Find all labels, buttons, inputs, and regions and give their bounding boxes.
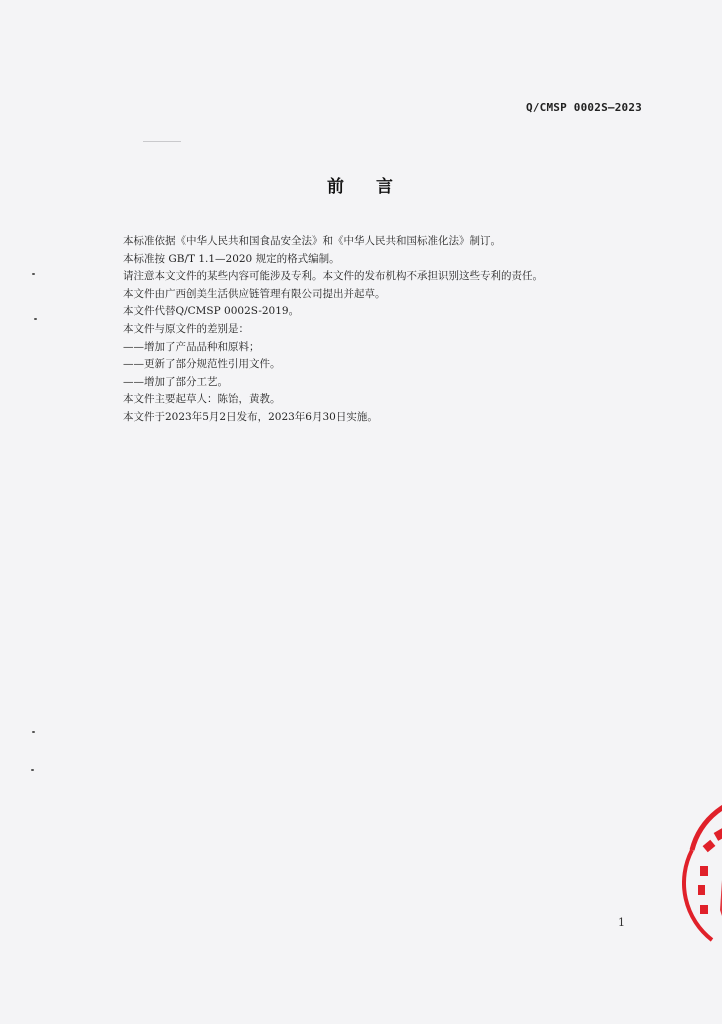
scan-speck (32, 731, 35, 733)
foreword-line: 请注意本文文件的某些内容可能涉及专利。本文件的发布机构不承担识别这些专利的责任。 (123, 270, 543, 283)
foreword-line: ——更新了部分规范性引用文件。 (123, 358, 281, 371)
title-char-1: 前 (327, 177, 346, 197)
scan-speck (31, 769, 34, 771)
foreword-line: ——增加了产品品种和原料； (123, 340, 260, 353)
scan-speck (32, 273, 35, 275)
foreword-line: 本文件由广西创美生活供应链管理有限公司提出并起草。 (123, 287, 386, 300)
page-number: 1 (618, 916, 625, 929)
foreword-body (123, 233, 633, 427)
foreword-line: 本文件与原文件的差别是： (123, 322, 249, 335)
red-company-seal-icon (682, 790, 722, 950)
foreword-line: ——增加了部分工艺。 (123, 375, 228, 388)
foreword-line: 本标准依据《中华人民共和国食品安全法》和《中华人民共和国标准化法》制订。 (123, 235, 501, 247)
foreword-line: 本文件于2023年5月2日发布，2023年6月30日实施。 (123, 410, 378, 423)
scan-speck (34, 318, 37, 320)
title-char-2: 言 (376, 177, 395, 197)
foreword-line: 本文件代替Q/CMSP 0002S-2019。 (123, 305, 300, 318)
foreword-line: 本文件主要起草人：陈饴，黄教。 (123, 393, 281, 406)
faint-scan-line (143, 141, 181, 142)
document-code: Q/CMSP 0002S—2023 (526, 101, 642, 114)
foreword-line: 本标准按 GB/T 1.1—2020 规定的格式编制。 (123, 252, 340, 265)
page-title (0, 172, 722, 197)
